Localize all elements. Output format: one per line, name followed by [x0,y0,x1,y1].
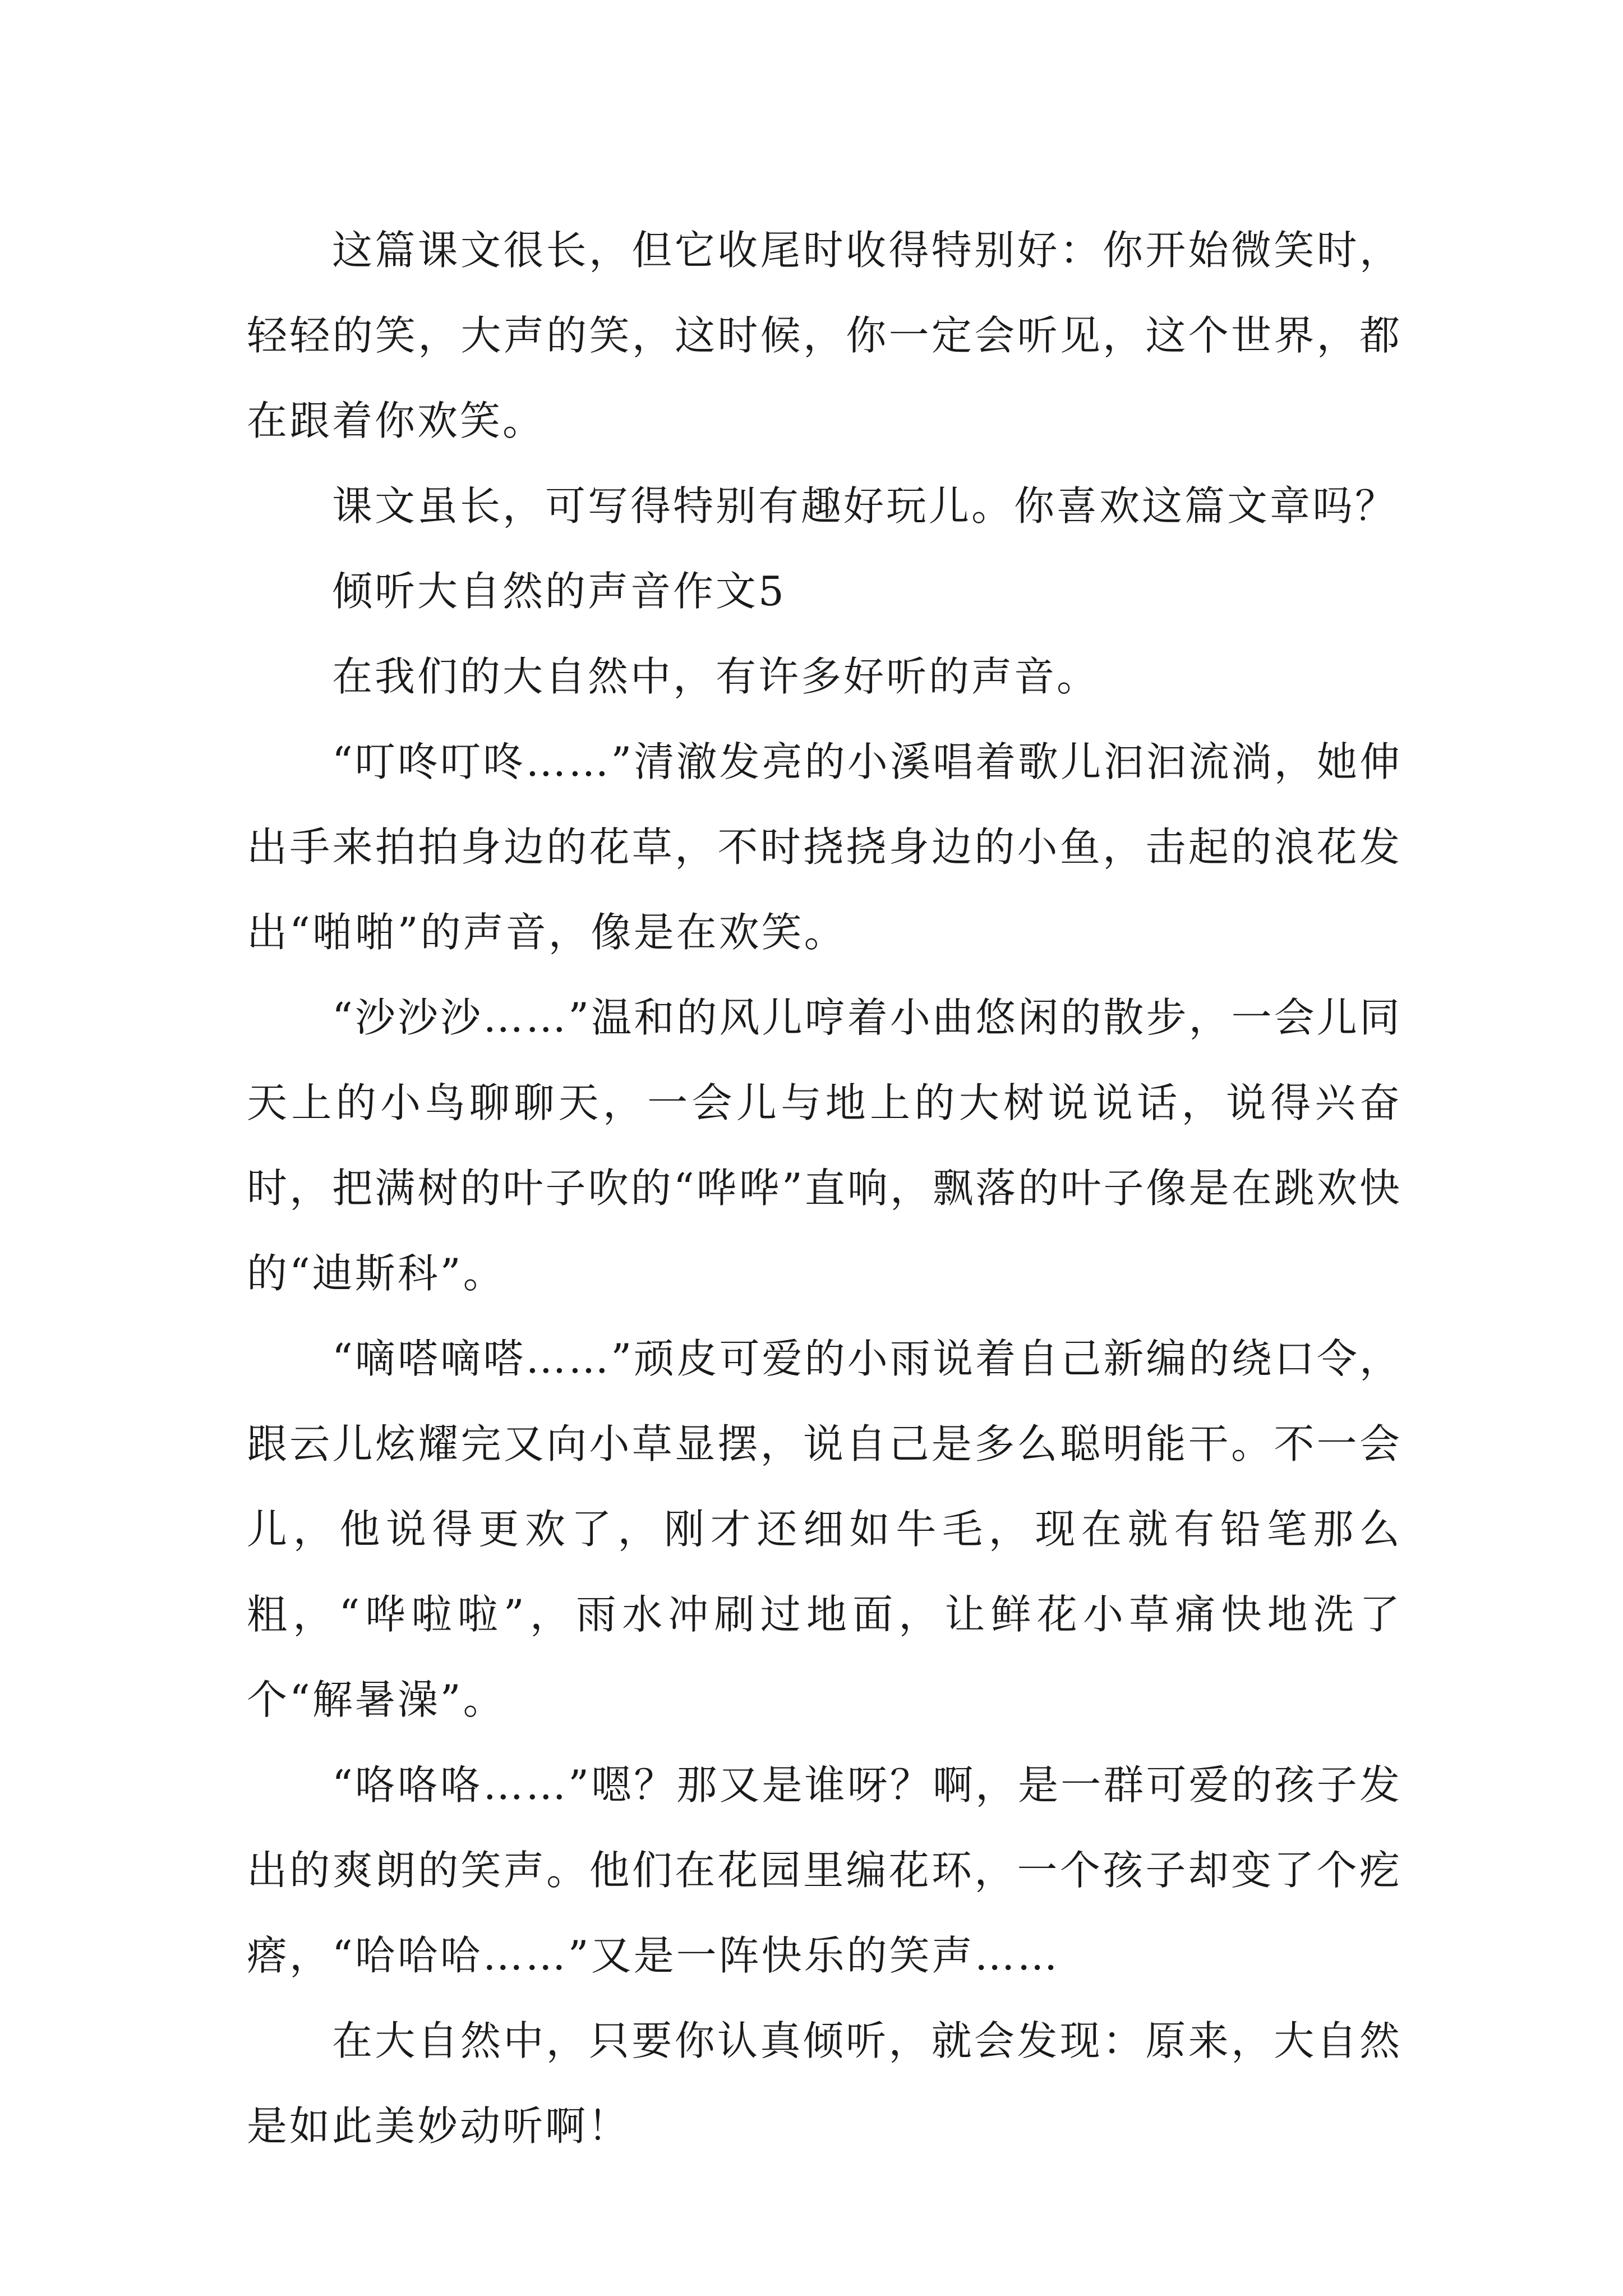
essay-title: 倾听大自然的声音作文5 [332,568,786,615]
paragraph-stream: “叮咚叮咚……”清澈发亮的小溪唱着歌儿汩汩流淌，她伸出手来拍拍身边的花草，不时挠挠身边的小鱼，击起的浪花发出“啪啪”的声音，像是在欢笑。 [247,738,1402,956]
paragraph-wind: “沙沙沙……”温和的风儿哼着小曲悠闲的散步，一会儿同天上的小鸟聊聊天，一会儿与地上的大树说说话，说得兴奋时，把满树的叶子吹的“哗哗”直响，飘落的叶子像是在跳欢快的“迪斯科”。 [247,994,1402,1297]
paragraph-children: “咯咯咯……”嗯？那又是谁呀？啊，是一群可爱的孩子发出的爽朗的笑声。他们在花园里编花环，一个孩子却变了个疙瘩，“哈哈哈……”又是一阵快乐的笑声…… [247,1761,1402,1979]
paragraph-lesson-ending: 这篇课文很长，但它收尾时收得特别好：你开始微笑时，轻轻的笑，大声的笑，这时候，你一定会听见，这个世界，都在跟着你欢笑。 [247,227,1402,444]
paragraph-rain: “嘀嗒嘀嗒……”顽皮可爱的小雨说着自己新编的绕口令，跟云儿炫耀完又向小草显摆，说自己是多么聪明能干。不一会儿，他说得更欢了，刚才还细如牛毛，现在就有铅笔那么粗，“哗啦啦”，雨水冲刷过地面，让鲜花小草痛快地洗了个“解暑澡”。 [247,1335,1402,1723]
paragraph-lesson-question: 课文虽长，可写得特别有趣好玩儿。你喜欢这篇文章吗？ [332,482,1398,530]
paragraph-conclusion: 在大自然中，只要你认真倾听，就会发现：原来，大自然是如此美妙动听啊！ [247,2017,1402,2150]
document-body [247,208,1402,2169]
paragraph-intro: 在我们的大自然中，有许多好听的声音。 [332,653,1100,700]
